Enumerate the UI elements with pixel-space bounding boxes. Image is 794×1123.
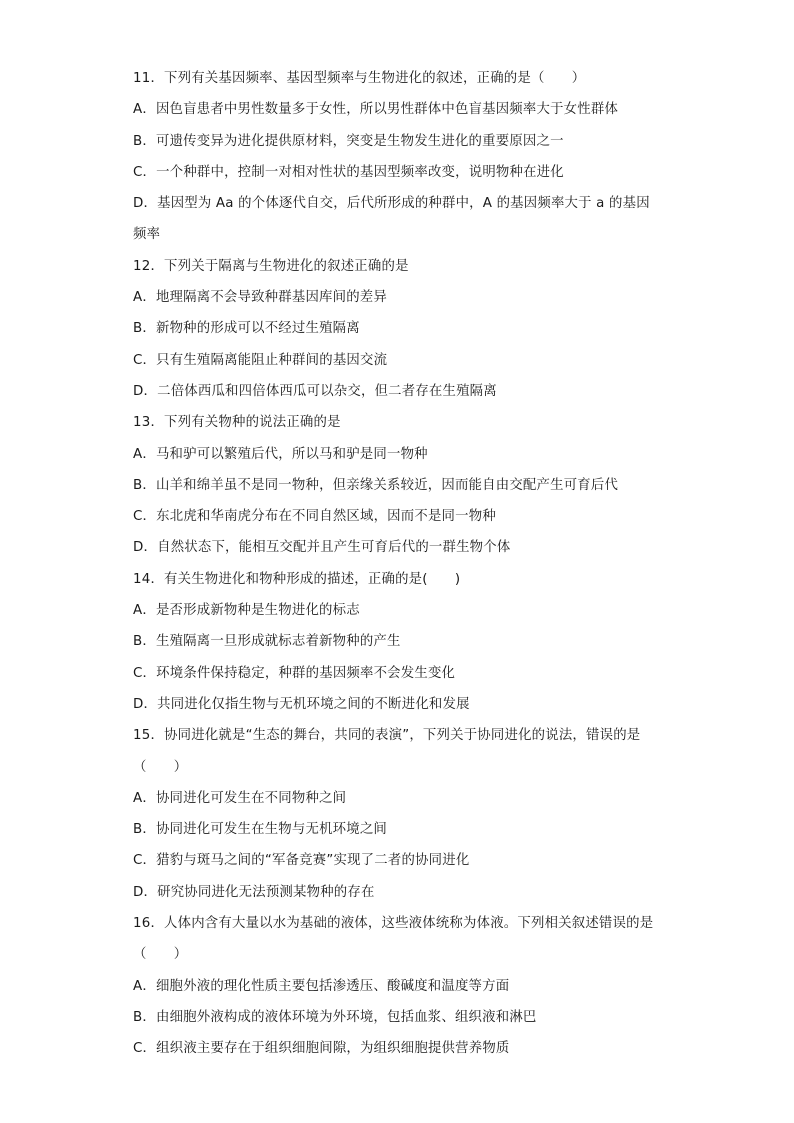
answer-option: A．地理隔离不会导致种群基因库间的差异 — [133, 290, 387, 306]
answer-option: A．因色盲患者中男性数量多于女性，所以男性群体中色盲基因频率大于女性群体 — [133, 102, 619, 118]
question-stem: 15．协同进化就是“生态的舞台，共同的表演”，下列关于协同进化的说法，错误的是 — [133, 728, 641, 744]
question-stem: 16．人体内含有大量以水为基础的液体，这些液体统称为体液。下列相关叙述错误的是 — [133, 916, 654, 932]
answer-option: B．生殖隔离一旦形成就标志着新物种的产生 — [133, 634, 401, 650]
question-block — [133, 908, 673, 1064]
answer-option: B．可遗传变异为进化提供原材料，突变是生物发生进化的重要原因之一 — [133, 133, 564, 149]
answer-option: A．协同进化可发生在不同物种之间 — [133, 790, 347, 806]
answer-option: A．是否形成新物种是生物进化的标志 — [133, 603, 360, 619]
answer-option: B．协同进化可发生在生物与无机环境之间 — [133, 822, 388, 838]
answer-option: D．自然状态下，能相互交配并且产生可育后代的一群生物个体 — [133, 540, 511, 556]
question-block — [133, 564, 673, 720]
answer-option: C．东北虎和华南虎分布在不同自然区域，因而不是同一物种 — [133, 509, 496, 525]
question-stem: （ ） — [133, 759, 188, 775]
answer-option: C．组织液主要存在于组织细胞间隙，为组织细胞提供营养物质 — [133, 1041, 510, 1057]
answer-option: C．猎豹与斑马之间的“军备竞赛”实现了二者的协同进化 — [133, 853, 470, 869]
question-block — [133, 720, 673, 908]
answer-option: D．共同进化仅指生物与无机环境之间的不断进化和发展 — [133, 696, 470, 712]
answer-option: D．研究协同进化无法预测某物种的存在 — [133, 884, 375, 900]
question-list — [133, 63, 673, 1065]
answer-option: A．细胞外液的理化性质主要包括渗透压、酸碱度和温度等方面 — [133, 978, 510, 994]
answer-option: B．新物种的形成可以不经过生殖隔离 — [133, 321, 360, 337]
answer-option: C．一个种群中，控制一对相对性状的基因型频率改变，说明物种在进化 — [133, 164, 564, 180]
answer-option: B．由细胞外液构成的液体环境为外环境，包括血浆、组织液和淋巴 — [133, 1009, 537, 1025]
question-stem: （ ） — [133, 947, 188, 963]
question-block — [133, 251, 673, 407]
answer-option: D．基因型为 Aa 的个体逐代自交，后代所形成的种群中，A 的基因频率大于 a 的基因 — [133, 196, 650, 212]
question-stem: 11．下列有关基因频率、基因型频率与生物进化的叙述，正确的是（ ） — [133, 71, 586, 86]
question-stem: 12．下列关于隔离与生物进化的叙述正确的是 — [133, 258, 409, 274]
question-block — [133, 407, 673, 563]
answer-option: D．二倍体西瓜和四倍体西瓜可以杂交，但二者存在生殖隔离 — [133, 383, 497, 399]
question-block — [133, 63, 673, 251]
answer-option: 频率 — [133, 227, 161, 243]
answer-option: B．山羊和绵羊虽不是同一物种，但亲缘关系较近，因而能自由交配产生可育后代 — [133, 477, 619, 493]
question-stem: 14．有关生物进化和物种形成的描述，正确的是( ) — [133, 571, 461, 587]
answer-option: C．只有生殖隔离能阻止种群间的基因交流 — [133, 352, 388, 368]
answer-option: C．环境条件保持稳定，种群的基因频率不会发生变化 — [133, 665, 456, 681]
answer-option: A．马和驴可以繁殖后代，所以马和驴是同一物种 — [133, 446, 428, 462]
question-stem: 13．下列有关物种的说法正确的是 — [133, 415, 341, 431]
